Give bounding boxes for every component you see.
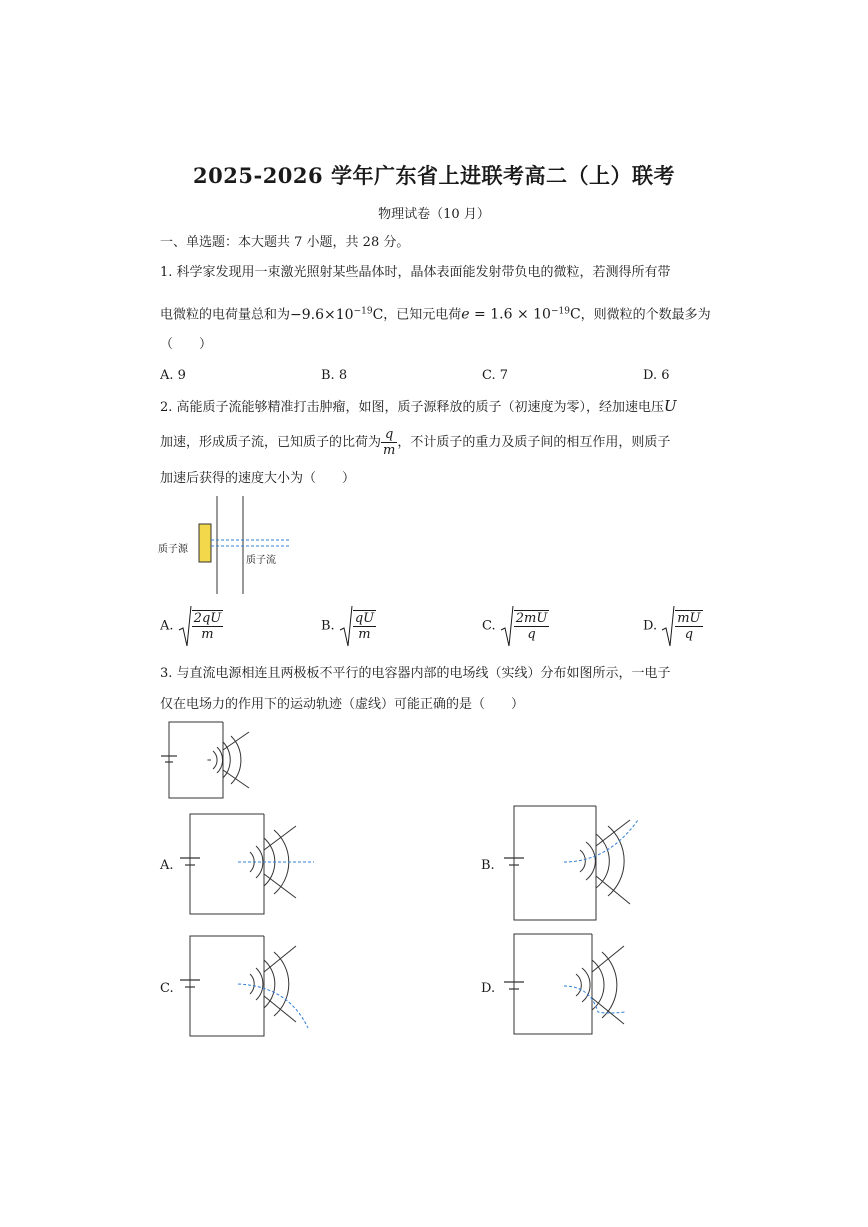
q1-e-exp: −19	[550, 306, 570, 317]
q2-u-symbol: U	[664, 397, 677, 415]
q3-capacitor-figure	[155, 718, 255, 802]
q1-line2-b: ，已知元电荷	[383, 307, 462, 323]
q2-option-a-num: 2qU	[193, 611, 222, 626]
q2-line2	[160, 426, 670, 460]
q2-option-d-label: D.	[643, 618, 658, 634]
q3-line2: 仅在电场力的作用下的运动轨迹（虚线）可能正确的是（ ）	[160, 697, 525, 712]
q2-line1	[160, 397, 677, 417]
q1-line2-a: 电微粒的电荷量总和为	[160, 307, 291, 323]
q1-charge-unit: C	[372, 306, 384, 323]
q2-option-b-label: B.	[321, 618, 335, 634]
q2-option-c[interactable]	[482, 604, 549, 648]
q1-line1: 1. 科学家发现用一束激光照射某些晶体时，晶体表面能发射带负电的微粒，若测得所有带	[160, 265, 671, 280]
q1-option-b[interactable]: B. 8	[321, 368, 348, 383]
q2-proton-source	[199, 524, 211, 562]
q3-option-a-figure[interactable]	[176, 808, 326, 920]
q2-option-b[interactable]	[321, 604, 376, 648]
page-subtitle: 物理试卷（10 月）	[378, 207, 490, 222]
q1-option-d[interactable]: D. 6	[643, 368, 670, 383]
q2-charge-mass-ratio	[381, 427, 397, 458]
q2-option-a[interactable]	[160, 604, 223, 648]
q1-line2-c: ，则微粒的个数最多为	[580, 307, 711, 323]
q2-option-d-num: mU	[677, 611, 701, 626]
q3-option-c-trajectory	[238, 984, 308, 1028]
q3-option-d-figure[interactable]	[498, 928, 653, 1040]
q3-option-c-figure[interactable]	[176, 930, 326, 1042]
q3-option-b[interactable]: B.	[481, 858, 495, 873]
q2-ratio-num: q	[381, 427, 397, 443]
q2-source-label: 质子源	[158, 544, 188, 555]
q1-charge-total	[290, 307, 383, 323]
q2-option-c-num: 2mU	[515, 611, 548, 626]
q1-option-c[interactable]: C. 7	[482, 368, 509, 383]
q1-option-a[interactable]: A. 9	[160, 368, 186, 383]
section-heading: 一、单选题：本大题共 7 小题，共 28 分。	[160, 235, 410, 250]
q3-option-b-trajectory	[564, 820, 638, 862]
q2-option-d-den: q	[684, 627, 694, 642]
q2-option-a-sqrt	[178, 604, 224, 648]
q2-option-c-den: q	[527, 627, 536, 642]
q2-option-c-sqrt	[500, 604, 550, 648]
q2-line2-b: ，不计质子的重力及质子间的相互作用，则质子	[397, 435, 671, 450]
q2-option-c-label: C.	[482, 618, 496, 634]
q2-option-d[interactable]	[643, 604, 703, 648]
q1-e-unit: C	[569, 306, 581, 323]
q2-option-b-sqrt	[339, 604, 376, 648]
q3-option-b-figure[interactable]	[498, 800, 653, 926]
q1-charge-exp: −19	[353, 306, 373, 316]
q2-option-b-num: qU	[354, 611, 375, 626]
q2-ratio-den: m	[383, 443, 396, 458]
page-title: 2025-2026 学年广东省上进联考高二（上）联考	[193, 163, 675, 188]
q1-line3: （ ）	[160, 337, 213, 352]
q2-stream-label: 质子流	[246, 555, 276, 566]
q2-option-a-label: A.	[160, 618, 174, 634]
q1-e-eq: = 1.6 × 10	[469, 306, 551, 323]
q2-line1-text: 2. 高能质子流能够精准打击肿瘤，如图，质子源释放的质子（初速度为零），经加速电压	[160, 400, 665, 415]
q2-option-b-den: m	[358, 627, 371, 642]
q2-line2-a: 加速，形成质子流，已知质子的比荷为	[160, 435, 382, 450]
q2-option-a-den: m	[201, 627, 214, 642]
q3-option-a[interactable]: A.	[160, 858, 174, 873]
q1-charge-mantissa: −9.6×10	[290, 306, 354, 323]
q2-line3: 加速后获得的速度大小为（ ）	[160, 471, 356, 486]
q1-line2	[160, 302, 711, 325]
q3-option-d[interactable]: D.	[481, 981, 496, 996]
q3-option-c[interactable]: C.	[160, 981, 174, 996]
q3-line1: 3. 与直流电源相连且两极板不平行的电容器内部的电场线（实线）分布如图所示，一电子	[160, 666, 671, 681]
q2-option-d-sqrt	[661, 604, 702, 648]
q1-e-symbol: e	[461, 306, 470, 323]
